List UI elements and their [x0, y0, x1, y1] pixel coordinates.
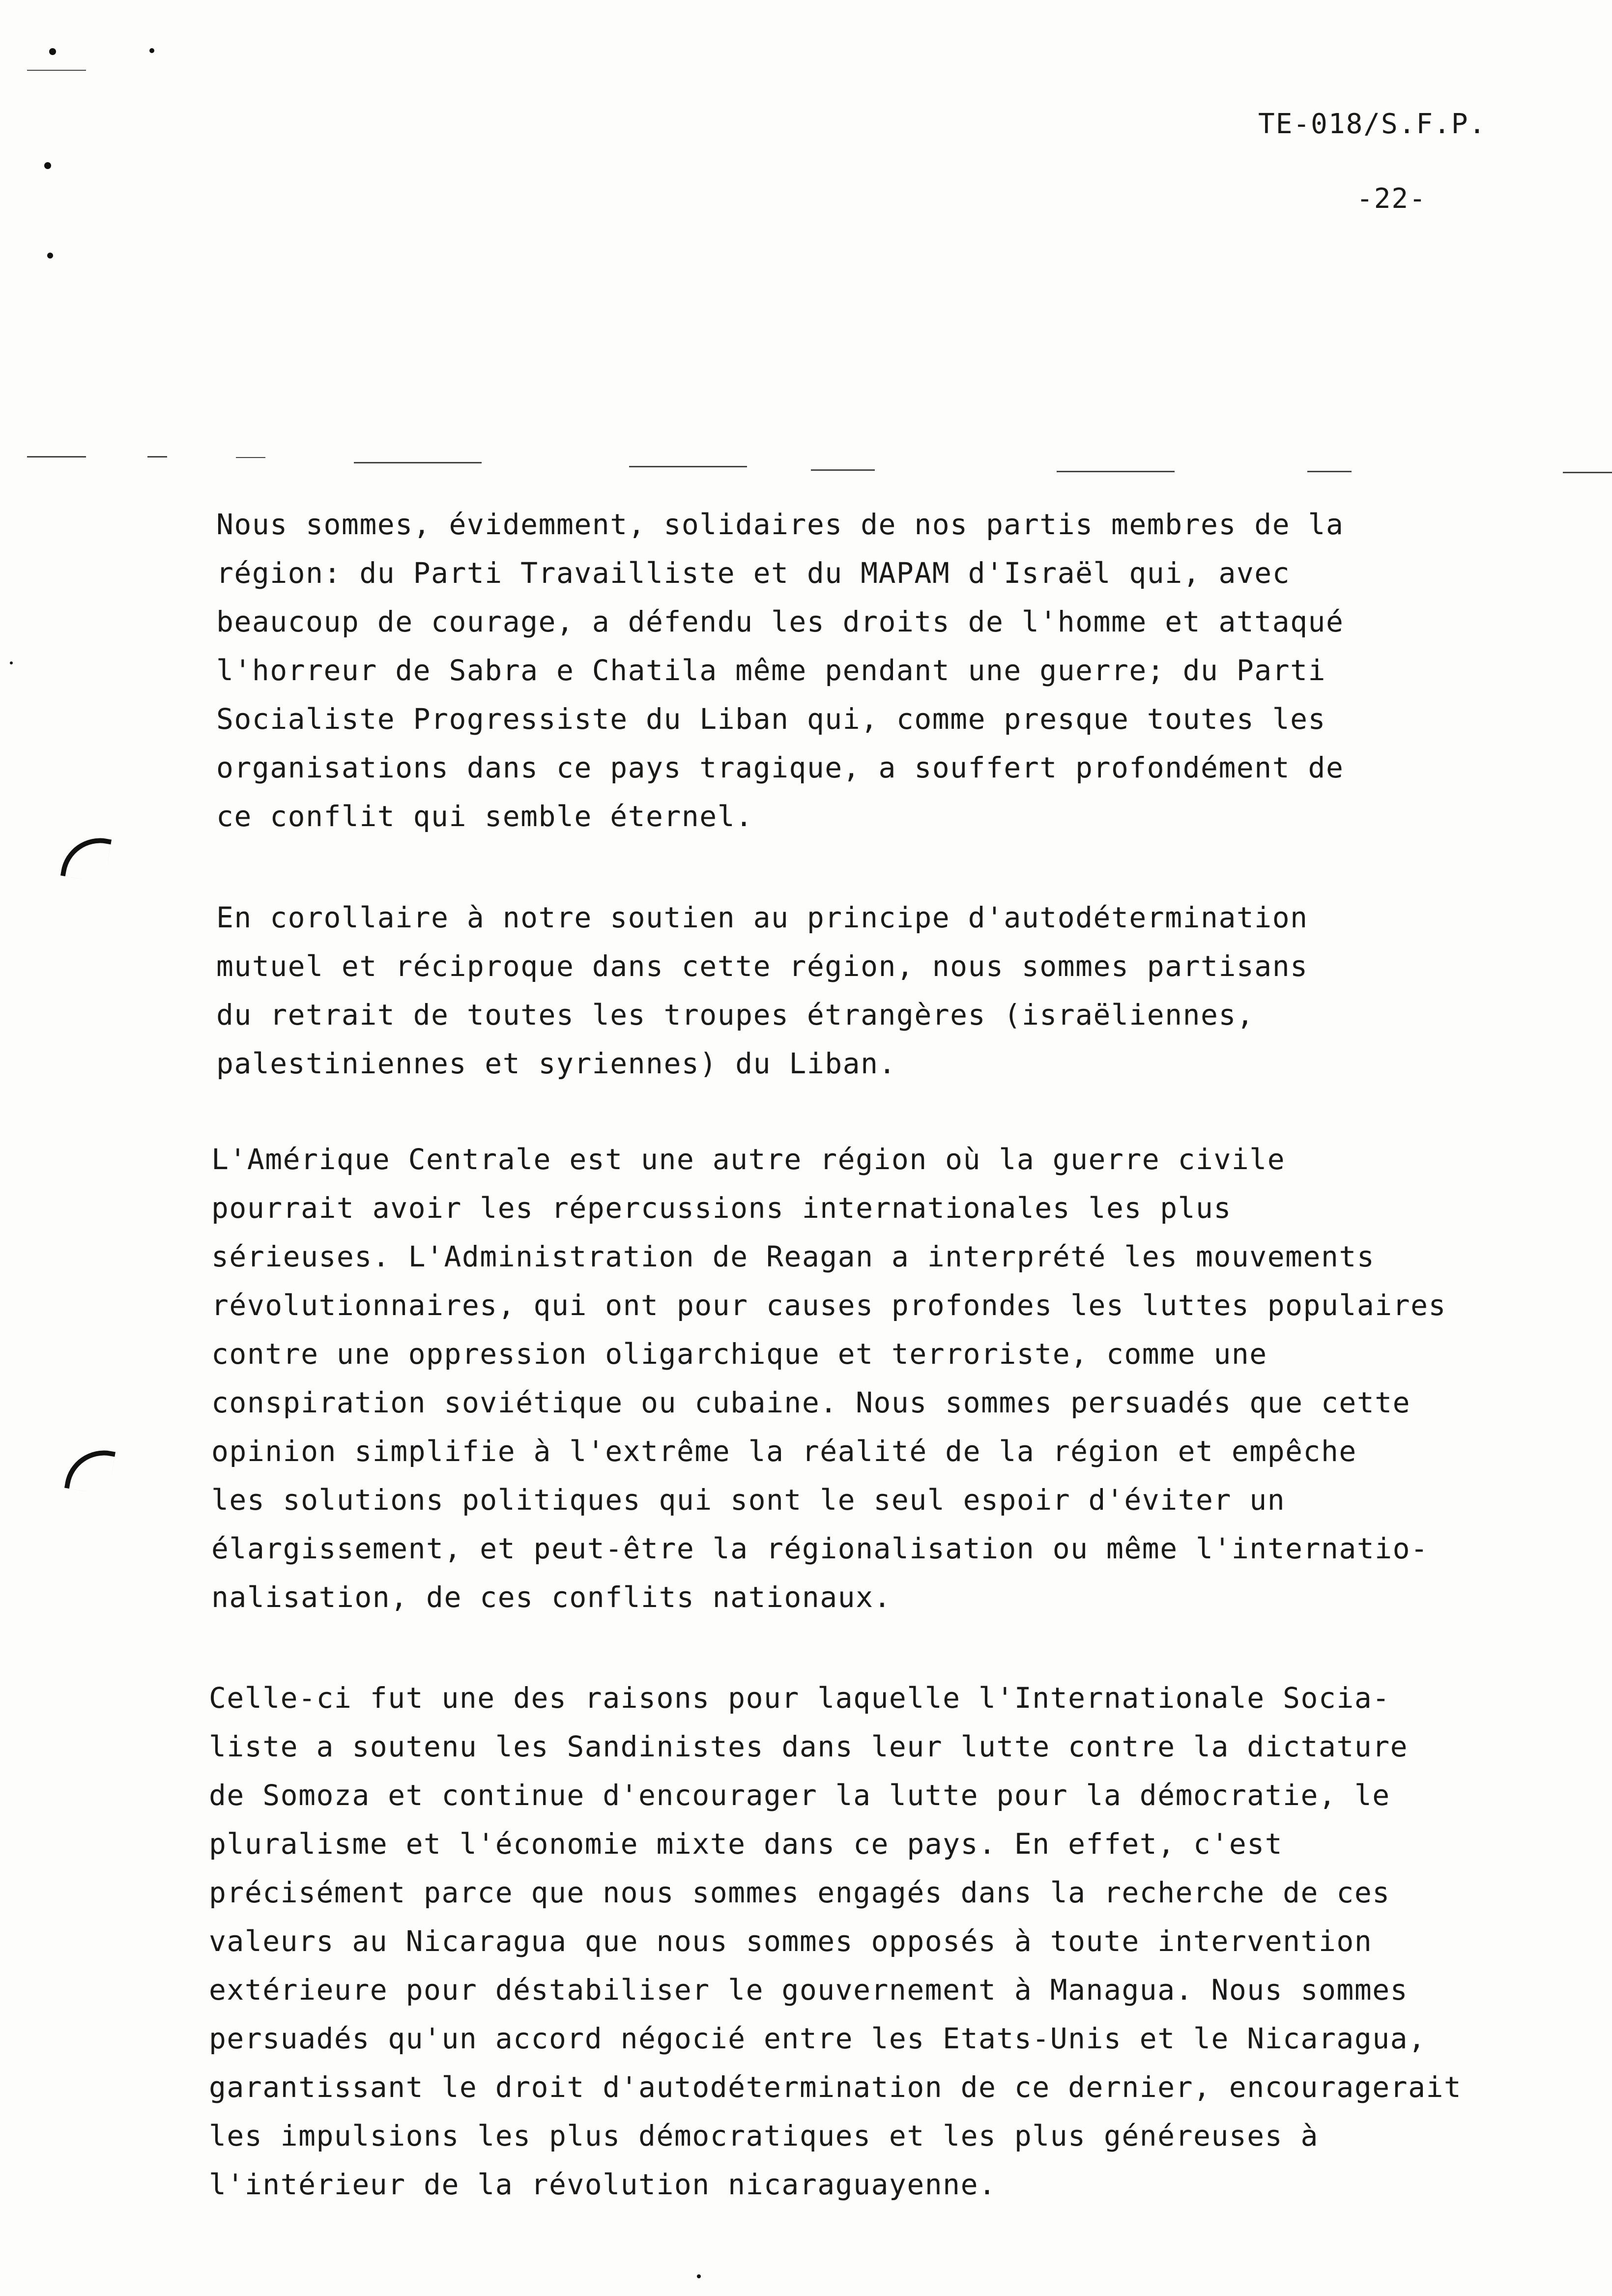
text-line: pourrait avoir les répercussions internationales les plus — [211, 1191, 1232, 1225]
text-line: ce conflit qui semble éternel. — [216, 800, 753, 833]
paragraph-1 — [216, 500, 1592, 841]
text-line: l'intérieur de la révolution nicaraguayenne. — [209, 2168, 997, 2201]
text-line: les solutions politiques qui sont le seul espoir d'éviter un — [211, 1483, 1286, 1517]
text-line: élargissement, et peut-être la régionalisation ou même l'internatio- — [211, 1532, 1429, 1565]
punch-dot — [47, 253, 53, 258]
header-rule-segment — [147, 456, 167, 458]
binding-mark — [64, 1444, 115, 1495]
paragraph-3 — [211, 1135, 1587, 1622]
header-rule-segment — [27, 456, 86, 458]
binding-mark — [60, 832, 112, 883]
text-line: valeurs au Nicaragua que nous sommes opposés à toute intervention — [209, 1924, 1373, 1958]
text-line: extérieure pour déstabiliser le gouvernement à Managua. Nous sommes — [209, 1973, 1409, 2007]
text-line: En corollaire à notre soutien au principe d'autodétermination — [216, 901, 1308, 934]
text-line: révolutionnaires, qui ont pour causes profondes les luttes populaires — [211, 1289, 1446, 1322]
text-line: région: du Parti Travailliste et du MAPAM d'Israël qui, avec — [216, 556, 1291, 590]
header-rule-segment — [811, 469, 875, 471]
text-line: conspiration soviétique ou cubaine. Nous sommes persuadés que cette — [211, 1386, 1411, 1419]
text-line: pluralisme et l'économie mixte dans ce pays. En effet, c'est — [209, 1827, 1283, 1861]
text-line: Nous sommes, évidemment, solidaires de nos partis membres de la — [216, 508, 1344, 541]
text-line: nalisation, de ces conflits nationaux. — [211, 1580, 892, 1614]
text-line: persuadés qu'un accord négocié entre les Etats-Unis et le Nicaragua, — [209, 2022, 1426, 2055]
header-rule-segment — [629, 466, 747, 467]
text-line: Socialiste Progressiste du Liban qui, comme presque toutes les — [216, 702, 1326, 736]
scan-mark — [27, 70, 86, 71]
text-line: L'Amérique Centrale est une autre région où la guerre civile — [211, 1143, 1286, 1176]
paragraph-4 — [209, 1674, 1585, 2209]
paragraph-2 — [216, 893, 1592, 1088]
text-line: du retrait de toutes les troupes étrangères (israëliennes, — [216, 998, 1255, 1032]
text-line: palestiniennes et syriennes) du Liban. — [216, 1047, 896, 1080]
punch-dot — [49, 48, 56, 55]
text-line: beaucoup de courage, a défendu les droits de l'homme et attaqué — [216, 605, 1344, 638]
page-number: -22- — [1356, 183, 1427, 215]
text-line: précisément parce que nous sommes engagés dans la recherche de ces — [209, 1876, 1390, 1909]
text-line: l'horreur de Sabra e Chatila même pendant une guerre; du Parti — [216, 654, 1326, 687]
header-rule-segment — [1563, 472, 1612, 473]
header-rule-segment — [1057, 471, 1175, 472]
scan-speck — [10, 661, 13, 664]
text-line: liste a soutenu les Sandinistes dans leur lutte contre la dictature — [209, 1730, 1409, 1763]
header-rule-segment — [236, 457, 265, 458]
text-line: sérieuses. L'Administration de Reagan a interprété les mouvements — [211, 1240, 1375, 1273]
text-line: les impulsions les plus démocratiques et les plus généreuses à — [209, 2119, 1319, 2152]
punch-dot — [44, 162, 51, 169]
punch-dot — [149, 48, 154, 53]
text-line: mutuel et réciproque dans cette région, nous sommes partisans — [216, 949, 1308, 983]
text-line: de Somoza et continue d'encourager la lutte pour la démocratie, le — [209, 1779, 1390, 1812]
text-line: opinion simplifie à l'extrême la réalité de la région et empêche — [211, 1435, 1357, 1468]
scan-speck — [697, 2274, 701, 2278]
header-rule-segment — [1307, 471, 1352, 472]
header-rule-segment — [354, 462, 482, 463]
text-line: garantissant le droit d'autodétermination de ce dernier, encouragerait — [209, 2070, 1462, 2104]
text-line: Celle-ci fut une des raisons pour laquelle l'Internationale Socia- — [209, 1681, 1390, 1715]
text-line: contre une oppression oligarchique et terroriste, comme une — [211, 1337, 1267, 1371]
document-reference: TE-018/S.F.P. — [1258, 108, 1487, 140]
text-line: organisations dans ce pays tragique, a souffert profondément de — [216, 751, 1344, 784]
